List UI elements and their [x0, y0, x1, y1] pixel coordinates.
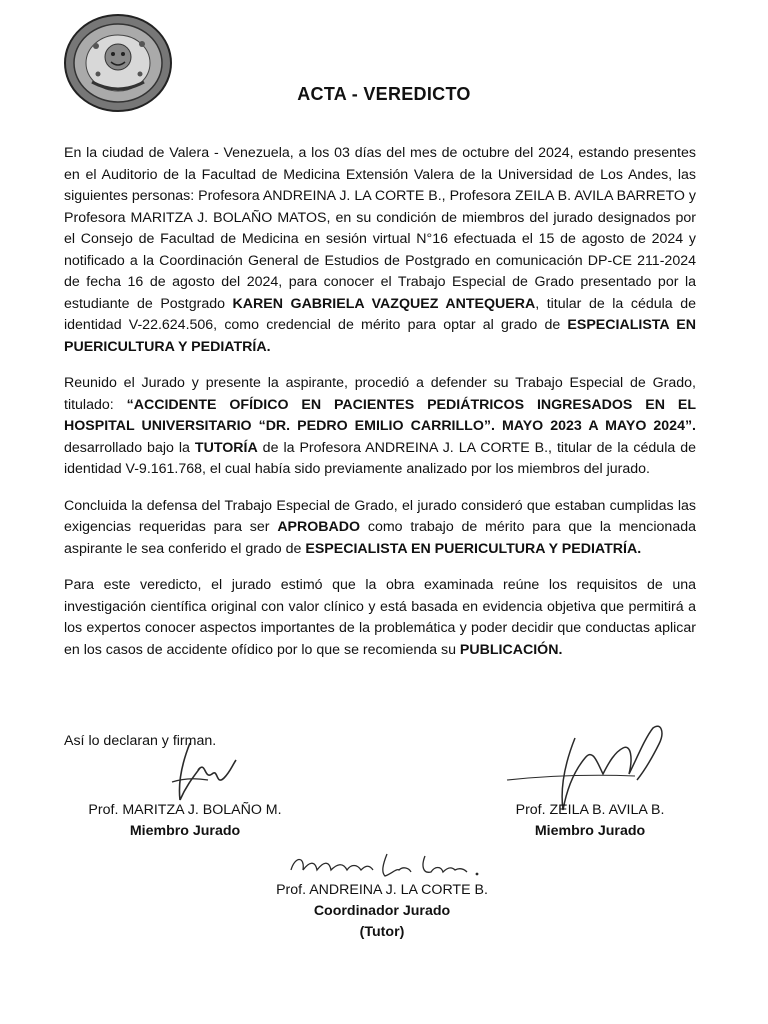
- signer-name-left: Prof. MARITZA J. BOLAÑO M.: [88, 802, 282, 818]
- signer-role-right: Miembro Jurado: [534, 823, 646, 839]
- paragraph-2-text-c: de la Profesora ANDREINA J. LA CORTE B., titular de la cédula de identidad V-9.161.768, el cual había sido previamente analizado por los miembros del jurado.: [64, 439, 697, 477]
- signer-name-center: Prof. ANDREINA J. LA CORTE B.: [276, 882, 488, 898]
- document-body: [64, 143, 696, 676]
- degree-name: ESPECIALISTA EN PUERICULTURA Y PEDIATRÍA.: [64, 317, 697, 355]
- signer-note-center: (Tutor): [359, 924, 405, 940]
- paragraph-4-text-a: Para este veredicto, el jurado estimó que la obra examinada reúne los requisitos de una investigación científica original con valor clínico y está basada en evidencia objetiva que permitirá a los expertos conocer aspectos importantes de la problemática y poder decidir que conductas aplicar en los casos de accidente ofídico por lo que se recomienda su: [64, 577, 696, 658]
- closing-statement: Así lo declaran y firman.: [64, 733, 217, 749]
- paragraph-2-text-a: Reunido el Jurado y presente la aspirante, procedió a defender su Trabajo Especial de Grado, titulado:: [64, 375, 696, 413]
- document-title: ACTA - VEREDICTO: [297, 84, 471, 104]
- paragraph-3-text-a: Concluida la defensa del Trabajo Especial de Grado, el jurado consideró que estaban cumplidas las exigencias requeridas para ser: [64, 497, 696, 535]
- paragraph-1-text-a: En la ciudad de Valera - Venezuela, a los 03 días del mes de octubre del 2024, estando presentes en el Auditorio de la Facultad de Medicina Extensión Valera de la Universidad de Los Andes, las siguientes personas: Profesora ANDREINA J. LA CORTE B., Profesora ZEILA B. AVILA BARRETO y Profesora MARITZA J. BOLAÑO MATOS, en su condición de miembros del jurado designados por el Consejo de Facultad de Medicina en sesión virtual N°16 efectuada el 15 de agosto de 2024 y notificado a la Coordinación General de Estudios de Postgrado en comunicación DP-CE 211-2024 de fecha 16 de agosto del 2024, para conocer el Trabajo Especial de Grado presentado por la estudiante de Postgrado: [64, 145, 696, 312]
- publication-label: PUBLICACIÓN.: [459, 641, 563, 658]
- signer-name-right: Prof. ZEILA B. AVILA B.: [515, 802, 665, 818]
- approved-label: APROBADO: [277, 519, 361, 535]
- signature-block-left: [80, 800, 290, 842]
- student-name: KAREN GABRIELA VAZQUEZ ANTEQUERA: [232, 295, 536, 312]
- signer-role-left: Miembro Jurado: [129, 823, 241, 839]
- paragraph-1: [64, 143, 696, 358]
- paragraph-2: [64, 373, 696, 481]
- signer-role-center: Coordinador Jurado: [313, 903, 451, 919]
- paragraph-3: [64, 496, 696, 561]
- thesis-title: “ACCIDENTE OFÍDICO EN PACIENTES PEDIÁTRICOS INGRESADOS EN EL HOSPITAL UNIVERSITARIO “DR. PEDRO EMILIO CARRILLO”. MAYO 2023 A MAYO 2024”.: [64, 396, 696, 434]
- signature-block-right: [500, 800, 680, 842]
- tutoria-label: TUTORÍA: [194, 439, 258, 456]
- paragraph-4: [64, 575, 696, 661]
- degree-name-2: ESPECIALISTA EN PUERICULTURA Y PEDIATRÍA.: [305, 540, 642, 557]
- signature-left-icon: [160, 738, 250, 808]
- paragraph-3-text-b: como trabajo de mérito para que la mencionada aspirante le sea conferido el grado de: [64, 519, 696, 557]
- signature-center-icon: [285, 846, 485, 882]
- paragraph-2-text-b: desarrollado bajo la: [64, 439, 195, 456]
- paragraph-1-text-b: , titular de la cédula de identidad V-22.624.506, como credencial de mérito para optar al grado de: [64, 295, 696, 333]
- signature-block-center: [250, 880, 514, 943]
